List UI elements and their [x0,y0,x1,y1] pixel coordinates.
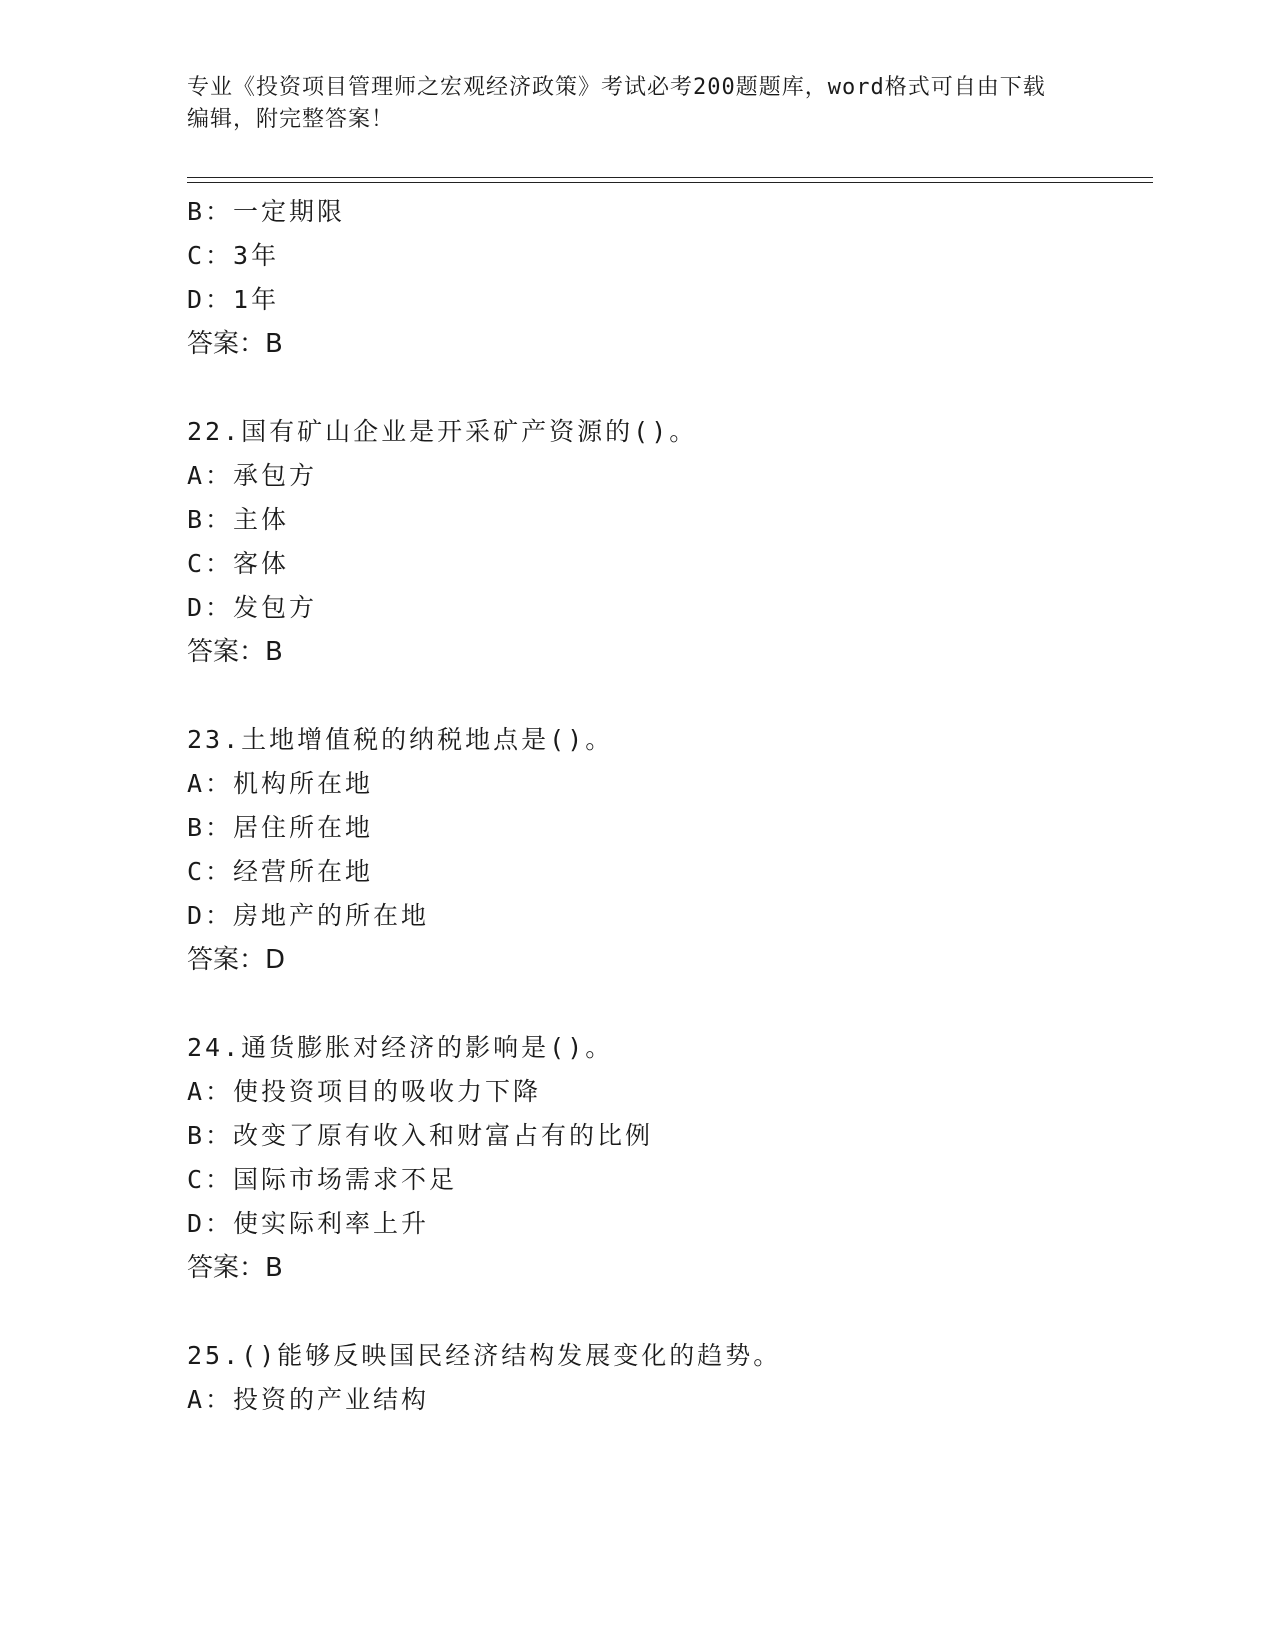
option-line: D：使实际利率上升 [187,1209,430,1238]
answer-line: 答案：B [187,329,283,359]
answer-line: 答案：B [187,637,283,667]
option-line: A：机构所在地 [187,769,374,798]
document-intro: 专业《投资项目管理师之宏观经济政策》考试必考200题题库，word格式可自由下载编辑，附完整答案！ [187,75,1046,132]
answer-line: 答案：D [187,945,286,975]
option-line: B：一定期限 [187,197,346,226]
option-line: B：改变了原有收入和财富占有的比例 [187,1121,654,1150]
option-line: C：国际市场需求不足 [187,1165,458,1194]
option-line: D：发包方 [187,593,318,622]
header-divider-top [187,177,1153,178]
option-line: D：1年 [187,285,280,314]
option-line: D：房地产的所在地 [187,901,430,930]
answer-line: 答案：B [187,1253,283,1283]
question-stem: 23.土地增值税的纳税地点是()。 [187,725,614,754]
question-stem: 25.()能够反映国民经济结构发展变化的趋势。 [187,1341,782,1370]
question-stem: 24.通货膨胀对经济的影响是()。 [187,1033,614,1062]
option-line: B：居住所在地 [187,813,374,842]
option-line: A：使投资项目的吸收力下降 [187,1077,542,1106]
option-line: A：承包方 [187,461,318,490]
header-divider-bottom [187,182,1153,183]
option-line: C：客体 [187,549,290,578]
option-line: C：经营所在地 [187,857,374,886]
option-line: C：3年 [187,241,280,270]
option-line: A：投资的产业结构 [187,1385,430,1414]
question-stem: 22.国有矿山企业是开采矿产资源的()。 [187,417,698,446]
option-line: B：主体 [187,505,290,534]
